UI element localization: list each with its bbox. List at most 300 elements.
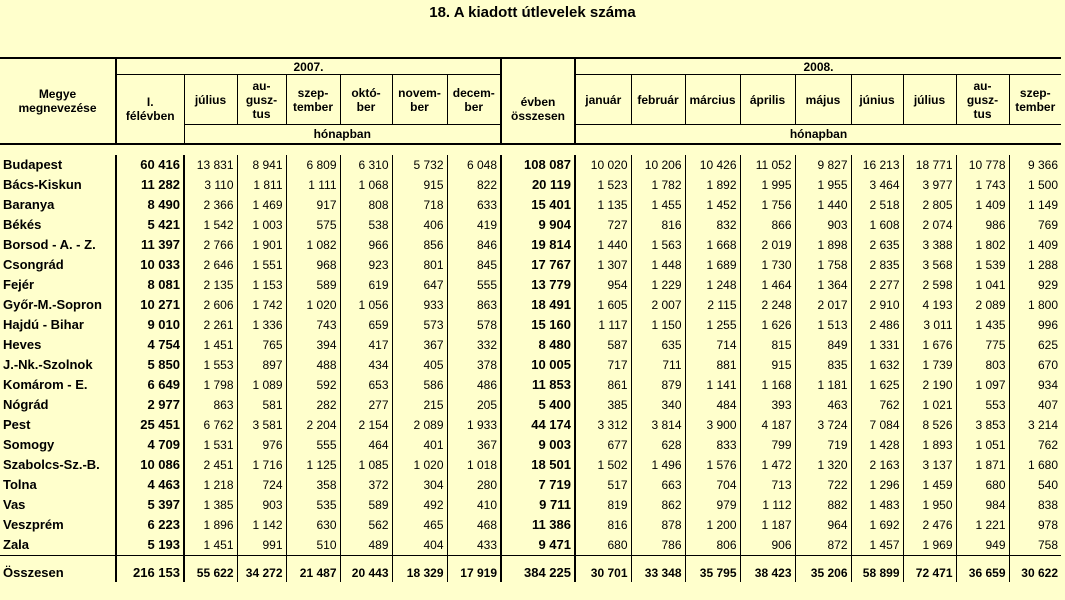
table-row — [0, 335, 1061, 355]
county-name: Tolna — [0, 475, 116, 495]
table-header — [0, 58, 1061, 155]
cell-month-value: 8 526 — [903, 415, 956, 435]
cell-month-value: 6 809 — [286, 155, 340, 175]
cell-month-value: 30 701 — [575, 556, 631, 583]
cell-month-value: 1 112 — [740, 495, 795, 515]
cell-month-value: 3 137 — [903, 455, 956, 475]
cell-year-total: 17 767 — [501, 255, 575, 275]
cell-year-total: 9 904 — [501, 215, 575, 235]
header-month-2008: au- gusz- tus — [956, 75, 1009, 125]
cell-month-value: 1 187 — [740, 515, 795, 535]
header-month-2008: június — [851, 75, 903, 125]
cell-month-value: 2 135 — [184, 275, 237, 295]
cell-month-value: 55 622 — [184, 556, 237, 583]
cell-first-half: 4 709 — [116, 435, 184, 455]
cell-month-value: 465 — [392, 515, 447, 535]
cell-month-value: 713 — [740, 475, 795, 495]
cell-month-value: 2 366 — [184, 195, 237, 215]
header-month-row — [0, 75, 1061, 125]
cell-month-value: 765 — [237, 335, 286, 355]
cell-month-value: 968 — [286, 255, 340, 275]
cell-month-value: 881 — [685, 355, 740, 375]
cell-month-value: 553 — [956, 395, 1009, 415]
cell-month-value: 10 426 — [685, 155, 740, 175]
county-name: Győr-M.-Sopron — [0, 295, 116, 315]
cell-month-value: 410 — [447, 495, 501, 515]
cell-month-value: 33 348 — [631, 556, 685, 583]
cell-month-value: 2 261 — [184, 315, 237, 335]
table-row — [0, 415, 1061, 435]
cell-month-value: 1 229 — [631, 275, 685, 295]
cell-year-total: 18 501 — [501, 455, 575, 475]
cell-first-half: 4 754 — [116, 335, 184, 355]
header-month-2007: au- gusz- tus — [237, 75, 286, 125]
cell-month-value: 1 336 — [237, 315, 286, 335]
county-name: J.-Nk.-Szolnok — [0, 355, 116, 375]
passport-table — [0, 57, 1061, 582]
cell-month-value: 1 758 — [795, 255, 851, 275]
cell-year-total: 13 779 — [501, 275, 575, 295]
county-name: Borsod - A. - Z. — [0, 235, 116, 255]
header-month-2008: május — [795, 75, 851, 125]
cell-month-value: 775 — [956, 335, 1009, 355]
cell-month-value: 1 539 — [956, 255, 1009, 275]
cell-month-value: 1 626 — [740, 315, 795, 335]
table-row — [0, 255, 1061, 275]
cell-month-value: 903 — [795, 215, 851, 235]
cell-first-half: 4 463 — [116, 475, 184, 495]
cell-month-value: 36 659 — [956, 556, 1009, 583]
cell-month-value: 555 — [447, 275, 501, 295]
header-month-2008: február — [631, 75, 685, 125]
cell-month-value: 1 141 — [685, 375, 740, 395]
cell-month-value: 3 011 — [903, 315, 956, 335]
cell-month-value: 394 — [286, 335, 340, 355]
cell-month-value: 1 117 — [575, 315, 631, 335]
cell-month-value: 489 — [340, 535, 392, 556]
cell-month-value: 1 563 — [631, 235, 685, 255]
cell-month-value: 816 — [575, 515, 631, 535]
cell-month-value: 38 423 — [740, 556, 795, 583]
cell-month-value: 5 732 — [392, 155, 447, 175]
cell-month-value: 863 — [447, 295, 501, 315]
cell-month-value: 743 — [286, 315, 340, 335]
table-title: 18. A kiadott útlevelek száma — [429, 4, 636, 21]
cell-month-value: 358 — [286, 475, 340, 495]
cell-month-value: 6 762 — [184, 415, 237, 435]
header-month-2008: április — [740, 75, 795, 125]
cell-year-total: 11 853 — [501, 375, 575, 395]
cell-first-half: 25 451 — [116, 415, 184, 435]
cell-month-value: 589 — [340, 495, 392, 515]
cell-month-value: 845 — [447, 255, 501, 275]
cell-month-value: 277 — [340, 395, 392, 415]
cell-month-value: 2 766 — [184, 235, 237, 255]
cell-month-value: 367 — [392, 335, 447, 355]
county-name: Budapest — [0, 155, 116, 175]
cell-month-value: 832 — [685, 215, 740, 235]
cell-month-value: 1 743 — [956, 175, 1009, 195]
cell-month-value: 578 — [447, 315, 501, 335]
cell-year-total: 9 003 — [501, 435, 575, 455]
cell-month-value: 2 017 — [795, 295, 851, 315]
cell-month-value: 1 451 — [184, 535, 237, 556]
cell-month-value: 625 — [1037, 338, 1058, 352]
cell-month-value: 2 635 — [851, 235, 903, 255]
cell-month-value: 717 — [575, 355, 631, 375]
cell-month-value: 9 827 — [795, 155, 851, 175]
total-row — [0, 556, 1061, 583]
cell-month-value: 2 154 — [340, 415, 392, 435]
cell-month-value: 1 440 — [795, 195, 851, 215]
cell-month-value: 434 — [340, 355, 392, 375]
cell-month-value: 808 — [340, 195, 392, 215]
cell-month-value: 801 — [392, 255, 447, 275]
cell-first-half: 10 271 — [116, 295, 184, 315]
cell-month-value: 1 553 — [184, 355, 237, 375]
cell-month-value: 1 457 — [851, 535, 903, 556]
cell-month-value: 4 193 — [903, 295, 956, 315]
cell-month-value: 1 003 — [237, 215, 286, 235]
county-name: Bács-Kiskun — [0, 175, 116, 195]
cell-month-value: 1 020 — [286, 295, 340, 315]
cell-month-value: 2 089 — [392, 415, 447, 435]
cell-month-value: 3 110 — [184, 175, 237, 195]
cell-month-value: 954 — [575, 275, 631, 295]
cell-month-value: 659 — [340, 315, 392, 335]
cell-first-half: 5 850 — [116, 355, 184, 375]
cell-month-value: 1 455 — [631, 195, 685, 215]
cell-first-half: 9 010 — [116, 315, 184, 335]
cell-year-total: 8 480 — [501, 335, 575, 355]
cell-month-value: 1 608 — [851, 215, 903, 235]
table-row — [0, 155, 1061, 175]
cell-month-value: 964 — [795, 515, 851, 535]
cell-month-value: 72 471 — [903, 556, 956, 583]
cell-month-value: 724 — [237, 475, 286, 495]
table-row — [0, 315, 1061, 335]
cell-month-value: 949 — [956, 535, 1009, 556]
cell-year-total: 108 087 — [501, 155, 575, 175]
county-name: Komárom - E. — [0, 375, 116, 395]
cell-month-value: 3 814 — [631, 415, 685, 435]
cell-month-value: 991 — [237, 535, 286, 556]
cell-month-value: 8 941 — [237, 155, 286, 175]
cell-first-half: 10 033 — [116, 255, 184, 275]
cell-month-value: 10 778 — [956, 155, 1009, 175]
cell-first-half: 6 223 — [116, 515, 184, 535]
cell-month-value: 30 622 — [1009, 556, 1061, 583]
cell-month-value: 861 — [575, 375, 631, 395]
table-row — [0, 195, 1061, 215]
table-row — [0, 375, 1061, 395]
cell-month-value: 2 606 — [184, 295, 237, 315]
cell-year-total: 7 719 — [501, 475, 575, 495]
cell-month-value: 846 — [447, 235, 501, 255]
table-row — [0, 295, 1061, 315]
cell-month-value: 6 048 — [447, 155, 501, 175]
county-name: Vas — [0, 495, 116, 515]
cell-month-value: 3 388 — [903, 235, 956, 255]
cell-month-value: 34 272 — [237, 556, 286, 583]
table-row — [0, 275, 1061, 295]
cell-month-value: 1 020 — [392, 455, 447, 475]
cell-month-value: 1 021 — [903, 395, 956, 415]
cell-month-value: 1 435 — [956, 315, 1009, 335]
header-year-2008: 2008. — [575, 58, 1061, 75]
cell-month-value: 1 135 — [575, 195, 631, 215]
cell-month-value: 1 068 — [340, 175, 392, 195]
cell-first-half: 11 282 — [116, 175, 184, 195]
table-row — [0, 435, 1061, 455]
cell-month-value: 1 111 — [286, 175, 340, 195]
cell-first-half: 11 397 — [116, 235, 184, 255]
cell-month-value: 1 428 — [851, 435, 903, 455]
county-name: Heves — [0, 335, 116, 355]
cell-month-value: 16 213 — [851, 155, 903, 175]
cell-month-value: 1 513 — [795, 315, 851, 335]
cell-month-value: 11 052 — [740, 155, 795, 175]
table-body — [0, 155, 1061, 582]
cell-month-value: 417 — [340, 335, 392, 355]
cell-month-value: 1 500 — [1027, 178, 1058, 192]
cell-month-value: 587 — [575, 335, 631, 355]
cell-month-value: 1 632 — [851, 355, 903, 375]
cell-month-value: 407 — [1037, 398, 1058, 412]
cell-month-value: 1 331 — [851, 335, 903, 355]
cell-month-value: 819 — [575, 495, 631, 515]
header-month-2008: július — [903, 75, 956, 125]
cell-month-value: 378 — [447, 355, 501, 375]
cell-month-value: 492 — [392, 495, 447, 515]
county-name: Csongrád — [0, 255, 116, 275]
cell-month-value: 897 — [237, 355, 286, 375]
cell-month-value: 1 149 — [1027, 198, 1058, 212]
cell-month-value: 1 451 — [184, 335, 237, 355]
cell-month-value: 2 646 — [184, 255, 237, 275]
header-month-2007: szep- tember — [286, 75, 340, 125]
table-row — [0, 495, 1061, 515]
table-row — [0, 355, 1061, 375]
header-unit-2008: hónapban — [575, 125, 1061, 145]
cell-month-value: 1 097 — [956, 375, 1009, 395]
cell-month-value: 3 724 — [795, 415, 851, 435]
cell-first-half: 216 153 — [116, 556, 184, 583]
cell-month-value: 463 — [795, 395, 851, 415]
cell-month-value: 806 — [685, 535, 740, 556]
cell-month-value: 619 — [340, 275, 392, 295]
cell-month-value: 915 — [740, 355, 795, 375]
cell-month-value: 986 — [956, 215, 1009, 235]
cell-month-value: 635 — [631, 335, 685, 355]
cell-month-value: 680 — [575, 535, 631, 556]
cell-month-value: 1 542 — [184, 215, 237, 235]
header-year-2007: 2007. — [116, 58, 501, 75]
cell-month-value: 929 — [1037, 278, 1058, 292]
cell-month-value: 1 153 — [237, 275, 286, 295]
cell-month-value: 3 214 — [1027, 418, 1058, 432]
cell-month-value: 205 — [447, 395, 501, 415]
cell-month-value: 2 805 — [903, 195, 956, 215]
cell-month-value: 2 019 — [740, 235, 795, 255]
cell-month-value: 468 — [447, 515, 501, 535]
cell-month-value: 21 487 — [286, 556, 340, 583]
cell-month-value: 1 464 — [740, 275, 795, 295]
cell-month-value: 762 — [1037, 438, 1058, 452]
cell-month-value: 562 — [340, 515, 392, 535]
cell-month-value: 2 007 — [631, 295, 685, 315]
cell-month-value: 923 — [340, 255, 392, 275]
cell-month-value: 3 568 — [903, 255, 956, 275]
cell-month-value: 404 — [392, 535, 447, 556]
cell-month-value: 1 218 — [184, 475, 237, 495]
cell-month-value: 628 — [631, 435, 685, 455]
cell-first-half: 5 421 — [116, 215, 184, 235]
cell-year-total: 9 711 — [501, 495, 575, 515]
cell-month-value: 653 — [340, 375, 392, 395]
cell-month-value: 1 896 — [184, 515, 237, 535]
cell-month-value: 762 — [851, 395, 903, 415]
cell-month-value: 1 181 — [795, 375, 851, 395]
cell-month-value: 680 — [956, 475, 1009, 495]
table-row — [0, 395, 1061, 415]
cell-month-value: 1 248 — [685, 275, 740, 295]
cell-month-value: 581 — [237, 395, 286, 415]
cell-month-value: 573 — [392, 315, 447, 335]
cell-month-value: 1 756 — [740, 195, 795, 215]
cell-month-value: 996 — [1037, 318, 1058, 332]
cell-first-half: 10 086 — [116, 455, 184, 475]
header-unit-2007: hónapban — [184, 125, 501, 145]
cell-month-value: 1 995 — [740, 175, 795, 195]
cell-month-value: 2 115 — [685, 295, 740, 315]
table-row — [0, 455, 1061, 475]
cell-month-value: 17 919 — [447, 556, 501, 583]
cell-month-value: 1 459 — [903, 475, 956, 495]
cell-year-total: 44 174 — [501, 415, 575, 435]
cell-month-value: 647 — [392, 275, 447, 295]
cell-month-value: 1 469 — [237, 195, 286, 215]
cell-month-value: 1 385 — [184, 495, 237, 515]
county-name: Pest — [0, 415, 116, 435]
cell-month-value: 575 — [286, 215, 340, 235]
table-row — [0, 215, 1061, 235]
header-month-2008: szep- tember — [1015, 85, 1056, 114]
cell-month-value: 769 — [1037, 218, 1058, 232]
cell-month-value: 878 — [631, 515, 685, 535]
cell-month-value: 372 — [340, 475, 392, 495]
cell-month-value: 1 676 — [903, 335, 956, 355]
cell-month-value: 18 771 — [903, 155, 956, 175]
cell-first-half: 5 193 — [116, 535, 184, 556]
cell-month-value: 1 680 — [1027, 458, 1058, 472]
cell-month-value: 20 443 — [340, 556, 392, 583]
cell-month-value: 718 — [392, 195, 447, 215]
cell-month-value: 1 221 — [956, 515, 1009, 535]
cell-month-value: 863 — [184, 395, 237, 415]
header-year-total: évben összesen — [501, 75, 575, 145]
cell-month-value: 3 900 — [685, 415, 740, 435]
cell-month-value: 1 082 — [286, 235, 340, 255]
cell-month-value: 35 206 — [795, 556, 851, 583]
cell-month-value: 592 — [286, 375, 340, 395]
cell-month-value: 1 448 — [631, 255, 685, 275]
cell-month-value: 1 730 — [740, 255, 795, 275]
cell-month-value: 1 125 — [286, 455, 340, 475]
cell-month-value: 670 — [1037, 358, 1058, 372]
cell-month-value: 663 — [631, 475, 685, 495]
cell-month-value: 966 — [340, 235, 392, 255]
cell-month-value: 2 476 — [903, 515, 956, 535]
cell-month-value: 633 — [447, 195, 501, 215]
cell-month-value: 906 — [740, 535, 795, 556]
cell-month-value: 304 — [392, 475, 447, 495]
cell-month-value: 6 310 — [340, 155, 392, 175]
cell-month-value: 838 — [1037, 498, 1058, 512]
cell-month-value: 1 150 — [631, 315, 685, 335]
cell-month-value: 1 668 — [685, 235, 740, 255]
cell-month-value: 1 901 — [237, 235, 286, 255]
cell-month-value: 282 — [286, 395, 340, 415]
cell-year-total: 15 160 — [501, 315, 575, 335]
cell-month-value: 3 581 — [237, 415, 286, 435]
cell-month-value: 1 802 — [956, 235, 1009, 255]
county-name: Hajdú - Bihar — [0, 315, 116, 335]
header-month-2007: decem- ber — [447, 75, 501, 125]
cell-year-total: 5 400 — [501, 395, 575, 415]
cell-first-half: 6 649 — [116, 375, 184, 395]
cell-month-value: 803 — [956, 355, 1009, 375]
header-month-2008: január — [575, 75, 631, 125]
cell-month-value: 1 523 — [575, 175, 631, 195]
cell-month-value: 3 312 — [575, 415, 631, 435]
county-name: Szabolcs-Sz.-B. — [0, 455, 116, 475]
cell-month-value: 849 — [795, 335, 851, 355]
county-name: Somogy — [0, 435, 116, 455]
cell-month-value: 433 — [447, 535, 501, 556]
header-month-2007: július — [184, 75, 237, 125]
cell-month-value: 727 — [575, 215, 631, 235]
table-row — [0, 475, 1061, 495]
cell-month-value: 903 — [237, 495, 286, 515]
cell-month-value: 1 320 — [795, 455, 851, 475]
cell-month-value: 215 — [392, 395, 447, 415]
cell-month-value: 1 716 — [237, 455, 286, 475]
cell-month-value: 1 689 — [685, 255, 740, 275]
cell-year-total: 9 471 — [501, 535, 575, 556]
cell-month-value: 540 — [1037, 478, 1058, 492]
cell-month-value: 393 — [740, 395, 795, 415]
cell-month-value: 385 — [575, 395, 631, 415]
cell-month-value: 1 452 — [685, 195, 740, 215]
county-name: Baranya — [0, 195, 116, 215]
cell-month-value: 1 168 — [740, 375, 795, 395]
cell-month-value: 978 — [1037, 518, 1058, 532]
cell-month-value: 1 739 — [903, 355, 956, 375]
cell-month-value: 2 204 — [286, 415, 340, 435]
cell-first-half: 8 081 — [116, 275, 184, 295]
header-month-2007: októ- ber — [340, 75, 392, 125]
cell-month-value: 1 089 — [237, 375, 286, 395]
cell-month-value: 866 — [740, 215, 795, 235]
header-month-2007: novem- ber — [392, 75, 447, 125]
cell-month-value: 13 831 — [184, 155, 237, 175]
cell-month-value: 815 — [740, 335, 795, 355]
cell-month-value: 822 — [447, 175, 501, 195]
cell-month-value: 2 277 — [851, 275, 903, 295]
header-first-half: I. félévben — [116, 75, 184, 145]
cell-month-value: 535 — [286, 495, 340, 515]
